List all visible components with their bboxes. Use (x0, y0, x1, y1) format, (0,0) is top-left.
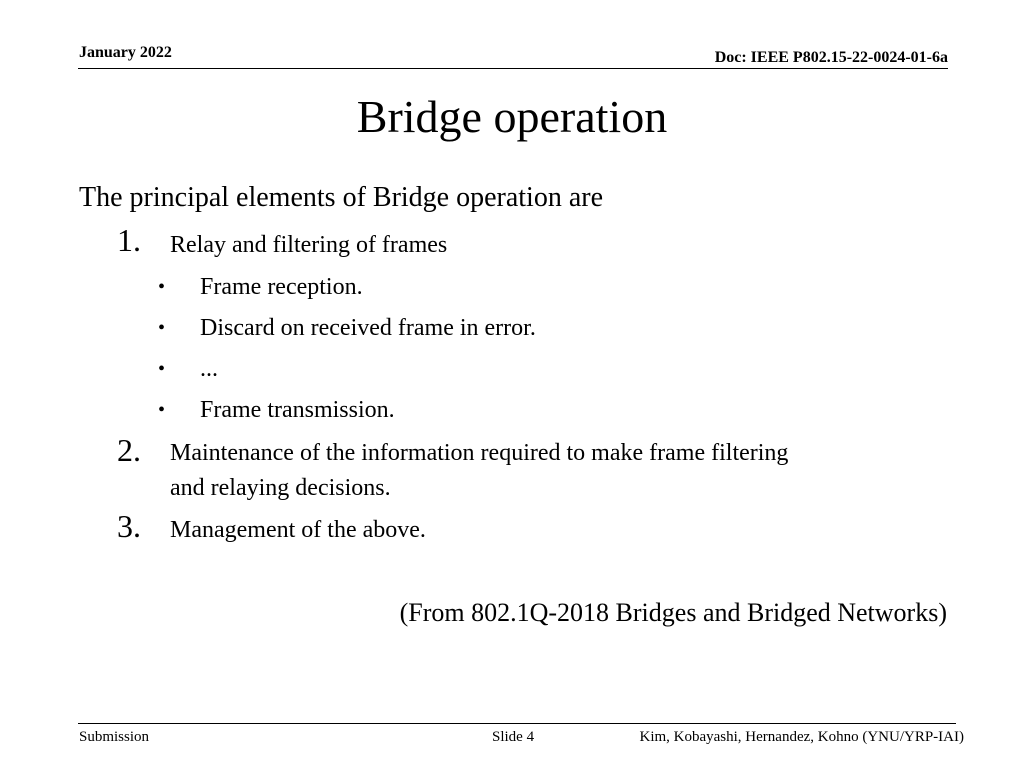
item-1-text: Relay and filtering of frames (170, 232, 448, 258)
bullet-2-text: Discard on received frame in error. (200, 315, 536, 341)
bullet-1-glyph: • (158, 276, 166, 298)
item-2-number: 2. (117, 432, 141, 468)
header-divider (78, 68, 948, 69)
bullet-4-glyph: • (158, 399, 166, 421)
footer-submission: Submission (79, 729, 150, 745)
bullet-2-glyph: • (158, 317, 166, 339)
footer-divider (78, 723, 956, 724)
header-date: January 2022 (79, 44, 172, 61)
intro-text: The principal elements of Bridge operation are (79, 182, 604, 213)
bullet-4-text: Frame transmission. (200, 397, 395, 423)
header-doc-id: Doc: IEEE P802.15-22-0024-01-6a (714, 49, 948, 66)
item-2-text-line2: and relaying decisions. (170, 475, 391, 501)
source-citation: (From 802.1Q-2018 Bridges and Bridged Networks) (399, 598, 947, 627)
footer-authors: Kim, Kobayashi, Hernandez, Kohno (YNU/YRP-IAI) (639, 729, 964, 745)
bullet-3-text: ... (200, 356, 218, 382)
bullet-1-text: Frame reception. (200, 274, 363, 300)
item-3-text: Management of the above. (170, 517, 426, 543)
bullet-3-glyph: • (158, 358, 166, 380)
footer-slide-number: Slide 4 (492, 729, 535, 745)
item-2-text-line1: Maintenance of the information required to make frame filtering (170, 440, 789, 466)
item-1-number: 1. (117, 222, 141, 258)
item-3-number: 3. (117, 508, 141, 544)
slide-title: Bridge operation (356, 91, 668, 142)
